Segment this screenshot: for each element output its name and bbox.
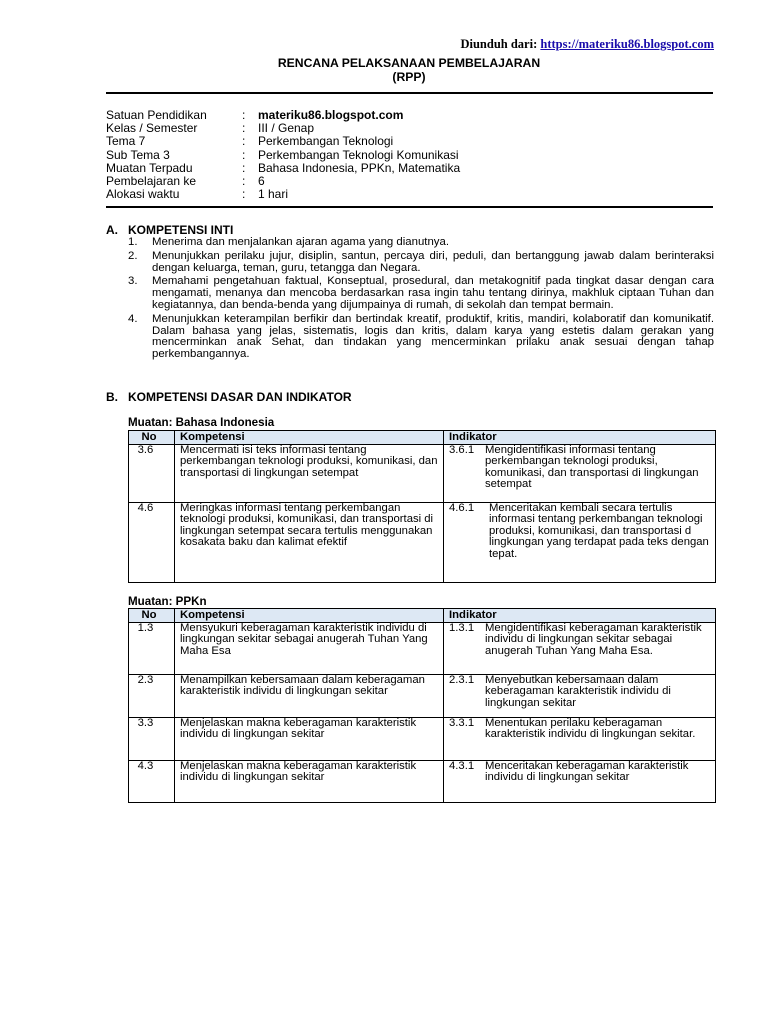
info-key: Satuan Pendidikan	[106, 108, 207, 122]
section-a-title: KOMPETENSI INTI	[128, 223, 234, 237]
document-subtitle: (RPP)	[392, 70, 426, 84]
list-item-text: Menunjukkan keterampilan berfikir dan bertindak kreatif, produktif, kritis, mandiri, kolaboratif dan komunikatif. Dalam bahasa yang jelas, sistematis, logis dan kritis, dalam karya yang estetis dalam gerakan yang mencerminkan anak Sehat, dan tindakan yang mencerminkan prilaku anak sesuai dengan tahap perkembangannya.	[152, 312, 714, 361]
bahasa-indonesia-table	[128, 430, 716, 583]
list-item-number: 2.	[128, 249, 138, 262]
info-row	[106, 188, 460, 201]
info-key: Alokasi waktu	[106, 187, 180, 202]
info-value: materiku86.blogspot.com	[258, 108, 404, 122]
bottom-divider	[106, 206, 713, 208]
row-no: 4.3	[129, 760, 175, 802]
table-row	[129, 502, 716, 582]
table-header-row	[129, 609, 716, 623]
list-item	[128, 314, 714, 361]
header-indikator: Indikator	[444, 431, 716, 445]
table-header-row	[129, 431, 716, 445]
identity-block	[106, 109, 460, 201]
list-item-text: Memahami pengetahuan faktual, Konseptual, prosedural, dan metakognitif pada tingkat dasar dengan cara mengamati, menanya dan mencoba berdasarkan rasa ingin tahu tentang dirinya, makhluk ciptaan Tuhan dan kegiatannya, dan benda-benda yang dijumpainya di rumah, di sekolah dan tempat bermain.	[152, 275, 714, 311]
indikator-text: Menyebutkan kebersamaan dalam keberagaman karakteristik individu di lingkungan sekitar	[485, 673, 671, 709]
indikator-code: 2.3.1	[449, 673, 475, 686]
row-no: 4.6	[129, 502, 175, 582]
table-row	[129, 622, 716, 674]
list-item-number: 3.	[128, 275, 138, 288]
indikator-code: 3.6.1	[449, 443, 475, 456]
top-divider	[106, 92, 713, 94]
list-item-text: Menunjukkan perilaku jujur, disiplin, santun, percaya diri, peduli, dan bertanggung jawab dalam berinteraksi dengan keluarga, teman, guru, tetangga dan Negara.	[152, 249, 714, 274]
info-key: Tema 7	[106, 134, 146, 149]
header-no: No	[129, 609, 175, 623]
source-line	[460, 37, 714, 52]
info-value: 1 hari	[258, 187, 289, 202]
ppkn-table	[128, 608, 716, 803]
info-value: Perkembangan Teknologi	[258, 134, 394, 149]
list-item-number: 1.	[128, 236, 138, 248]
info-key: Muatan Terpadu	[106, 160, 193, 175]
info-colon: :	[242, 174, 246, 189]
section-b-title: KOMPETENSI DASAR DAN INDIKATOR	[128, 390, 352, 404]
ppkn-label: Muatan: PPKn	[128, 595, 207, 608]
list-item-number: 4.	[128, 312, 138, 325]
indikator-text: Mengidentifikasi keberagaman karakteristik individu di lingkungan sekitar sebagai anugerah Tuhan Yang Maha Esa.	[485, 621, 702, 657]
header-no: No	[129, 431, 175, 445]
info-row	[106, 149, 460, 162]
info-colon: :	[242, 134, 246, 149]
list-item-text: Menerima dan menjalankan ajaran agama yang dianutnya.	[152, 236, 449, 248]
row-indikator-cell	[444, 717, 716, 760]
row-indikator-cell	[444, 622, 716, 674]
info-colon: :	[242, 108, 246, 122]
row-indikator-cell	[444, 502, 716, 582]
header-kompetensi: Kompetensi	[175, 431, 444, 445]
list-item	[128, 237, 714, 249]
row-kompetensi: Menjelaskan makna keberagaman karakteristik individu di lingkungan sekitar	[175, 717, 444, 760]
kompetensi-inti-list	[128, 237, 714, 363]
indikator-code: 4.6.1	[449, 501, 475, 514]
indikator-text: Menceritakan keberagaman karakteristik individu di lingkungan sekitar	[485, 759, 689, 784]
table-row	[129, 760, 716, 802]
info-row	[106, 135, 460, 148]
info-key: Pembelajaran ke	[106, 174, 197, 189]
row-no: 3.3	[129, 717, 175, 760]
table-row	[129, 444, 716, 502]
indikator-text: Menentukan perilaku keberagaman karakteristik individu di lingkungan sekitar.	[485, 716, 696, 741]
table-row	[129, 717, 716, 760]
indikator-code: 3.3.1	[449, 716, 475, 729]
header-kompetensi: Kompetensi	[175, 609, 444, 623]
info-colon: :	[242, 160, 246, 175]
section-a-heading	[106, 223, 233, 237]
bahasa-indonesia-label: Muatan: Bahasa Indonesia	[128, 416, 275, 429]
indikator-code: 4.3.1	[449, 759, 475, 772]
indikator-text: Mengidentifikasi informasi tentang perkembangan teknologi produksi, komunikasi, dan transportasi di lingkungan setempat	[485, 443, 699, 491]
list-item	[128, 276, 714, 311]
row-kompetensi: Menjelaskan makna keberagaman karakteristik individu di lingkungan sekitar	[175, 760, 444, 802]
source-link[interactable]: https://materiku86.blogspot.com	[540, 37, 714, 51]
info-colon: :	[242, 147, 246, 162]
row-kompetensi: Menampilkan kebersamaan dalam keberagaman karakteristik individu di lingkungan sekitar	[175, 674, 444, 717]
document-title: RENCANA PELAKSANAAN PEMBELAJARAN	[277, 56, 541, 70]
info-value: Perkembangan Teknologi Komunikasi	[258, 147, 459, 162]
info-value: 6	[258, 174, 265, 189]
section-b-heading	[106, 390, 352, 404]
info-value: Bahasa Indonesia, PPKn, Matematika	[258, 160, 461, 175]
row-indikator-cell	[444, 674, 716, 717]
indikator-text: Menceritakan kembali secara tertulis informasi tentang perkembangan teknologi produksi, komunikasi, dan transportasi d lingkungan yang terdapat pada teks dengan tepat.	[489, 501, 709, 560]
row-kompetensi: Meringkas informasi tentang perkembangan teknologi produksi, komunikasi, dan transportasi di lingkungan setempat secara tertulis menggunakan kosakata baku dan kalimat efektif	[175, 502, 444, 582]
section-a-letter: A.	[106, 223, 118, 237]
info-key: Sub Tema 3	[106, 147, 170, 162]
info-value: III / Genap	[258, 121, 315, 136]
row-kompetensi: Mensyukuri keberagaman karakteristik individu di lingkungan sekitar sebagai anugerah Tuhan Yang Maha Esa	[175, 622, 444, 674]
info-colon: :	[242, 121, 246, 136]
source-label: Diunduh dari:	[460, 37, 538, 51]
info-colon: :	[242, 187, 246, 202]
row-no: 1.3	[129, 622, 175, 674]
table-row	[129, 674, 716, 717]
row-no: 2.3	[129, 674, 175, 717]
header-indikator: Indikator	[444, 609, 716, 623]
info-key: Kelas / Semester	[106, 121, 198, 136]
row-no: 3.6	[129, 444, 175, 502]
row-indikator-cell	[444, 760, 716, 802]
list-item	[128, 251, 714, 275]
indikator-code: 1.3.1	[449, 621, 475, 634]
row-kompetensi: Mencermati isi teks informasi tentang perkembangan teknologi produksi, komunikasi, dan transportasi di lingkungan setempat	[175, 444, 444, 502]
row-indikator-cell	[444, 444, 716, 502]
section-b-letter: B.	[106, 390, 118, 404]
